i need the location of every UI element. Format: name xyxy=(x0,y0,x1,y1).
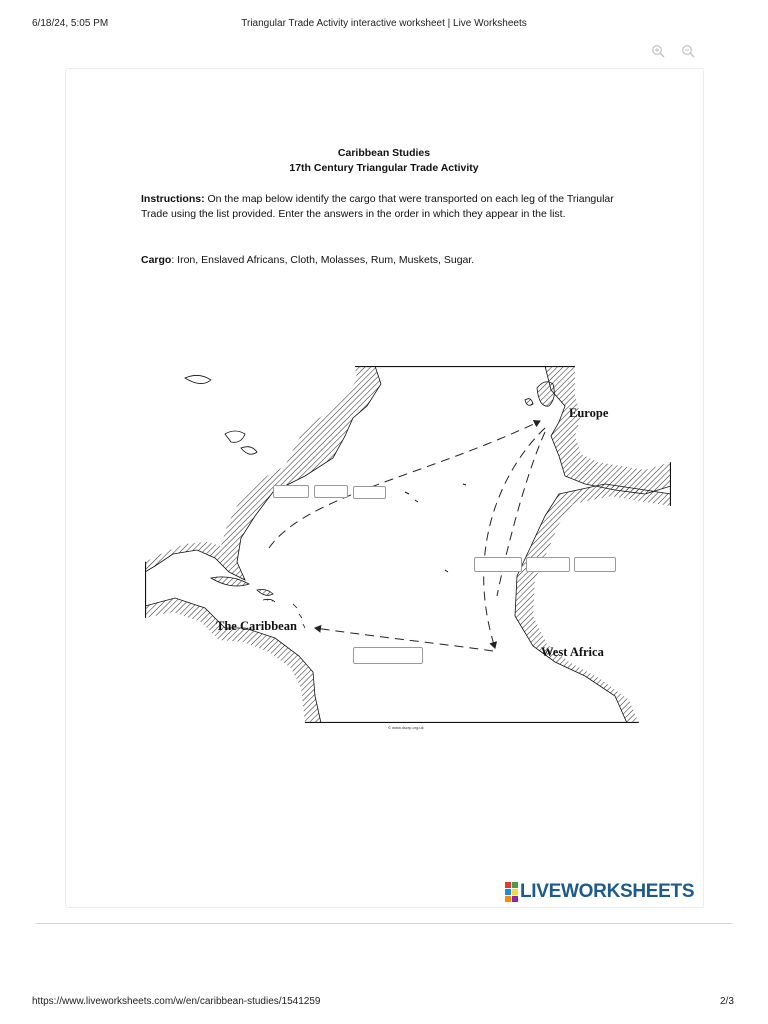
logo-text: LIVEWORKSHEETS xyxy=(520,881,695,902)
map-label-west-africa: West Africa xyxy=(541,645,604,659)
print-date: 6/18/24, 5:05 PM xyxy=(32,18,109,29)
map-credit: © www.dscrp.org.uk xyxy=(388,725,424,730)
divider xyxy=(35,923,733,924)
print-header xyxy=(0,18,768,32)
instructions-label: Instructions: xyxy=(141,193,205,205)
zoom-out-icon[interactable] xyxy=(681,44,695,58)
logo-block xyxy=(505,896,511,902)
answer-input-caribbean-europe-2[interactable] xyxy=(314,485,348,498)
map-label-europe: Europe xyxy=(569,406,609,420)
print-title: Triangular Trade Activity interactive worksheet | Live Worksheets xyxy=(241,18,527,29)
answer-input-africa-caribbean-1[interactable] xyxy=(353,647,423,664)
worksheet-heading: Caribbean Studies xyxy=(337,147,431,159)
logo-blocks-icon xyxy=(505,882,518,902)
answer-input-europe-africa-1[interactable] xyxy=(474,557,522,572)
answer-input-caribbean-europe-1[interactable] xyxy=(273,485,309,498)
print-footer-page: 2/3 xyxy=(720,996,734,1007)
logo-block xyxy=(505,882,511,888)
instructions xyxy=(141,192,621,222)
map-label-caribbean: The Caribbean xyxy=(216,619,297,633)
worksheet-subheading: 17th Century Triangular Trade Activity xyxy=(289,162,479,174)
logo-block xyxy=(512,896,518,902)
answer-input-caribbean-europe-3[interactable] xyxy=(353,486,386,499)
answer-input-europe-africa-2[interactable] xyxy=(526,557,570,572)
logo-block xyxy=(512,889,518,895)
print-footer-url: https://www.liveworksheets.com/w/en/caribbean-studies/1541259 xyxy=(32,996,321,1007)
logo-block xyxy=(512,882,518,888)
liveworksheets-logo xyxy=(505,881,694,903)
instructions-text: On the map below identify the cargo that were transported on each leg of the Triangular Trade using the list provided. Enter the answers in the order in which they appear in the list. xyxy=(141,193,614,220)
zoom-in-icon[interactable] xyxy=(651,44,665,58)
logo-block xyxy=(505,889,511,895)
cargo-label: Cargo xyxy=(141,254,172,266)
answer-input-europe-africa-3[interactable] xyxy=(574,557,616,572)
cargo-list xyxy=(141,254,474,266)
cargo-text: : Iron, Enslaved Africans, Cloth, Molasses, Rum, Muskets, Sugar. xyxy=(171,254,475,266)
